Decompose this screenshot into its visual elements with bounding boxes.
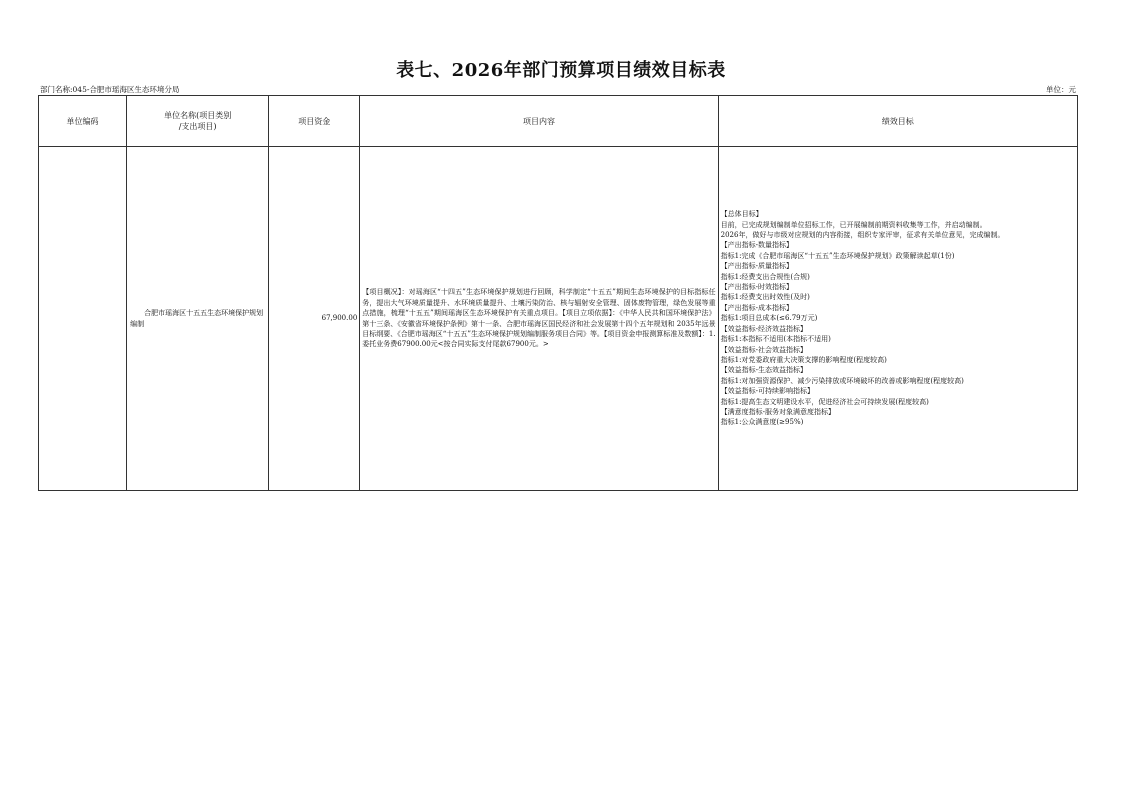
goal-line: 【总体目标】 — [720, 210, 763, 219]
goal-line: 指标1:公众满意度(≥95%) — [720, 418, 804, 427]
header-goals: 绩效目标 — [718, 96, 1077, 147]
header-unit-name-line2: /支出项目) — [178, 122, 217, 131]
unit-label: 单位：元 — [1046, 85, 1076, 94]
header-unit-code: 单位编码 — [39, 96, 127, 147]
department-label: 部门名称:045-合肥市瑶海区生态环境分局 — [40, 85, 180, 94]
table-row — [39, 147, 1078, 491]
goal-line: 指标1:对加强资源保护、减少污染排放或环境破坏的改善或影响程度(程度较高) — [720, 376, 964, 385]
goal-line: 【满意度指标-服务对象满意度指标】 — [720, 407, 835, 416]
goal-line: 指标1:经费支出时效性(及时) — [720, 293, 810, 302]
goal-line: 2026年，做好与市级对应规划的内容衔接，组织专家评审，征求有关单位意见，完成编制。 — [720, 231, 1005, 240]
goal-line: 指标1:提高生态文明建设水平，促进经济社会可持续发展(程度较高) — [720, 397, 929, 406]
cell-funds: 67,900.00 — [269, 147, 360, 491]
goal-line: 指标1:本指标不适用(本指标不适用) — [720, 335, 831, 344]
cell-goals — [718, 147, 1077, 491]
project-name-text: 合肥市瑶海区十五五生态环境保护规划编制 — [130, 309, 264, 328]
goal-line: 【产出指标-数量指标】 — [720, 241, 793, 250]
goal-line: 指标1:完成《合肥市瑶海区“十五五”生态环境保护规划》政策解读起草(1份) — [720, 251, 955, 260]
header-content: 项目内容 — [360, 96, 718, 147]
goal-line: 【效益指标-可持续影响指标】 — [720, 387, 814, 396]
goal-line: 目前，已完成规划编制单位招标工作，已开展编制前期资料收集等工作，并启动编制。 — [720, 220, 987, 229]
goal-line: 【效益指标-经济效益指标】 — [720, 324, 807, 333]
cell-unit-code — [39, 147, 127, 491]
table-header-row — [39, 96, 1078, 147]
goal-line: 【效益指标-社会效益指标】 — [720, 345, 807, 354]
goal-line: 【产出指标-时效指标】 — [720, 283, 793, 292]
header-funds: 项目资金 — [269, 96, 360, 147]
header-unit-name-line1: 单位名称(项目类别 — [164, 111, 232, 120]
goal-line: 指标1:对党委政府重大决策支撑的影响程度(程度较高) — [720, 355, 887, 364]
goal-line: 指标1:经费支出合规性(合规) — [720, 272, 810, 281]
goal-line: 【效益指标-生态效益指标】 — [720, 366, 807, 375]
cell-content: 【项目概况】：对瑶海区“十四五”生态环境保护规划进行回顾，科学制定“十五五”期间生态环境保护的目标指标任务，提出大气环境质量提升、水环境质量提升、土壤污染防治、核与辐射安全管理、固体废物管理，绿色发展等重点措施，梳理“十五五”期间瑶海区生态环境保护有关重点项目。【项目立项依据】：《中华人民共和国环境保护法》第十三条、《安徽省环境保护条例》第十一条、合肥市瑶海区国民经济和社会发展第十四个五年规划和 2035年远景目标纲要、《合肥市瑶海区“十五五”生态环境保护规划编制服务项目合同》等。【项目资金申报测算标准及数额】：1.委托业务费67900.00元<按合同实际支付尾款67900元。> — [360, 147, 718, 491]
goal-line: 指标1:项目总成本(≤6.79万元) — [720, 314, 818, 323]
goal-line: 【产出指标-成本指标】 — [720, 303, 793, 312]
page-title: 表七、2026年部门预算项目绩效目标表 — [396, 60, 726, 81]
header-unit-name — [127, 96, 269, 147]
goal-line: 【产出指标-质量指标】 — [720, 262, 793, 271]
cell-project-name — [127, 147, 269, 491]
performance-table — [38, 95, 1078, 491]
